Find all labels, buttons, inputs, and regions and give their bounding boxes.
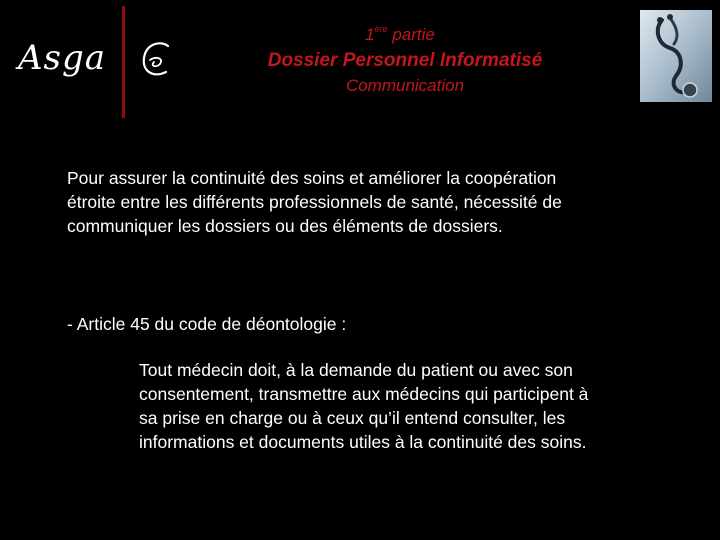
intro-paragraph: [67, 166, 667, 238]
logo-text: Asga: [18, 38, 107, 78]
quote-line: consentement, transmettre aux médecins qui participent à: [139, 384, 589, 404]
part-number: 1: [365, 25, 375, 44]
intro-line: communiquer les dossiers ou des éléments de dossiers.: [67, 216, 503, 236]
part-superscript: ère: [374, 24, 388, 34]
quote-line: informations et documents utiles à la continuité des soins.: [139, 432, 587, 452]
intro-line: étroite entre les différents professionnels de santé, nécessité de: [67, 192, 562, 212]
quote-line: Tout médecin doit, à la demande du patient ou avec son: [139, 360, 573, 380]
page-title: Dossier Personnel Informatisé: [267, 50, 543, 71]
article-heading: - Article 45 du code de déontologie :: [67, 314, 347, 334]
page-subtitle: Communication: [345, 76, 465, 95]
header-part-label: [300, 24, 500, 45]
stethoscope-icon: [640, 10, 712, 102]
quote-line: sa prise en charge ou à ceux qu’il entend consulter, les: [139, 408, 566, 428]
article-quote: [139, 358, 679, 454]
c-script-mark-icon: [138, 38, 178, 82]
logo-divider: [122, 6, 125, 118]
intro-line: Pour assurer la continuité des soins et améliorer la coopération: [67, 168, 557, 188]
part-word: partie: [387, 25, 435, 44]
